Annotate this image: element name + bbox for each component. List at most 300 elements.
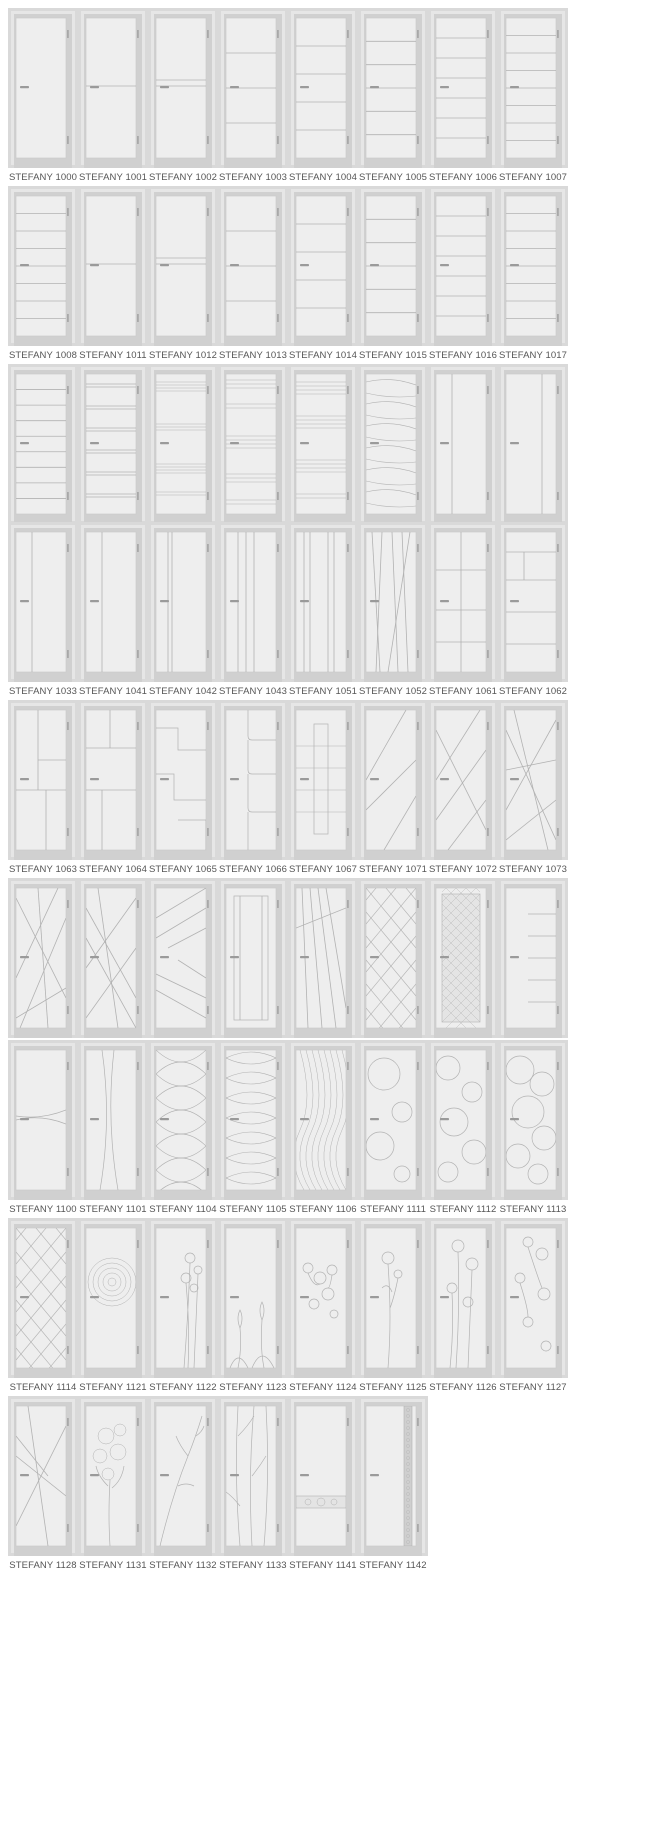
handle-icon xyxy=(160,264,169,266)
door-card[interactable] xyxy=(148,8,218,183)
door-card[interactable] xyxy=(428,522,498,697)
hinge-icon xyxy=(207,544,209,552)
door-card[interactable] xyxy=(8,1218,78,1393)
handle-icon xyxy=(300,442,309,444)
hinge-icon xyxy=(557,30,559,38)
hinge-icon xyxy=(347,1524,349,1532)
hinge-icon xyxy=(417,650,419,658)
door-illustration xyxy=(148,1218,218,1378)
hinge-icon xyxy=(417,136,419,144)
hinge-icon xyxy=(207,1240,209,1248)
handle-icon xyxy=(510,1296,519,1298)
hinge-icon xyxy=(557,208,559,216)
door-illustration xyxy=(358,8,428,168)
hinge-icon xyxy=(277,314,279,322)
hinge-icon xyxy=(67,1168,69,1176)
door-card[interactable] xyxy=(498,878,568,1038)
door-model-label[interactable]: STEFANY 1128 xyxy=(9,1560,77,1571)
handle-icon xyxy=(300,1474,309,1476)
hinge-icon xyxy=(67,650,69,658)
door-illustration xyxy=(358,1218,428,1378)
hinge-icon xyxy=(487,1346,489,1354)
hinge-icon xyxy=(67,828,69,836)
hinge-icon xyxy=(487,1168,489,1176)
hinge-icon xyxy=(557,492,559,500)
door-card[interactable] xyxy=(288,700,358,875)
hinge-icon xyxy=(347,544,349,552)
door-model-label[interactable]: STEFANY 1132 xyxy=(149,1560,217,1571)
door-model-label[interactable]: STEFANY 1066 xyxy=(218,864,288,875)
door-illustration xyxy=(148,8,218,168)
hinge-icon xyxy=(347,1346,349,1354)
handle-icon xyxy=(160,442,169,444)
door-illustration xyxy=(288,878,358,1038)
door-card[interactable] xyxy=(428,700,498,875)
door-model-label[interactable]: STEFANY 1100 xyxy=(9,1204,77,1215)
door-illustration xyxy=(288,8,358,168)
door-illustration xyxy=(428,700,498,860)
door-model-label[interactable]: STEFANY 1121 xyxy=(79,1382,147,1393)
door-card[interactable] xyxy=(78,364,148,524)
hinge-icon xyxy=(487,650,489,658)
hinge-icon xyxy=(557,1006,559,1014)
door-illustration xyxy=(8,364,78,524)
door-illustration xyxy=(358,364,428,524)
door-card[interactable] xyxy=(148,878,218,1038)
door-card[interactable] xyxy=(218,186,288,361)
hinge-icon xyxy=(557,1168,559,1176)
hinge-icon xyxy=(347,386,349,394)
door-illustration xyxy=(358,1396,428,1556)
door-illustration xyxy=(498,364,568,524)
door-card[interactable] xyxy=(148,1396,218,1571)
handle-icon xyxy=(440,264,449,266)
door-card[interactable] xyxy=(288,364,358,524)
door-illustration xyxy=(78,878,148,1038)
door-card[interactable] xyxy=(428,1218,498,1393)
door-model-label[interactable]: STEFANY 1061 xyxy=(428,686,498,697)
handle-icon xyxy=(90,442,99,444)
door-illustration xyxy=(428,186,498,346)
door-model-label[interactable]: STEFANY 1141 xyxy=(289,1560,357,1571)
door-model-label[interactable]: STEFANY 1114 xyxy=(9,1382,77,1393)
door-card[interactable] xyxy=(288,878,358,1038)
door-illustration xyxy=(358,1040,428,1200)
door-card[interactable] xyxy=(148,1218,218,1393)
door-illustration xyxy=(148,186,218,346)
door-card[interactable] xyxy=(358,186,428,361)
hinge-icon xyxy=(137,900,139,908)
handle-icon xyxy=(230,600,239,602)
hinge-icon xyxy=(557,1346,559,1354)
door-card[interactable] xyxy=(288,1218,358,1393)
handle-icon xyxy=(20,778,29,780)
hinge-icon xyxy=(67,1062,69,1070)
hinge-icon xyxy=(67,386,69,394)
door-card[interactable] xyxy=(218,1040,288,1215)
door-illustration xyxy=(8,878,78,1038)
door-illustration xyxy=(288,1218,358,1378)
door-card[interactable] xyxy=(498,186,568,361)
door-card[interactable] xyxy=(8,878,78,1038)
door-illustration xyxy=(218,8,288,168)
door-model-label[interactable]: STEFANY 1104 xyxy=(149,1204,217,1215)
hinge-icon xyxy=(137,314,139,322)
hinge-icon xyxy=(347,900,349,908)
hinge-icon xyxy=(487,30,489,38)
handle-icon xyxy=(370,600,379,602)
handle-icon xyxy=(160,1474,169,1476)
hinge-icon xyxy=(347,314,349,322)
door-card[interactable] xyxy=(78,1218,148,1393)
door-illustration xyxy=(288,186,358,346)
hinge-icon xyxy=(277,1062,279,1070)
handle-icon xyxy=(300,264,309,266)
hinge-icon xyxy=(557,386,559,394)
door-card[interactable] xyxy=(288,1396,358,1571)
hinge-icon xyxy=(557,314,559,322)
door-model-label[interactable]: STEFANY 1051 xyxy=(288,686,358,697)
handle-icon xyxy=(440,442,449,444)
door-model-label[interactable]: STEFANY 1113 xyxy=(499,1204,567,1215)
door-card[interactable] xyxy=(78,1396,148,1571)
door-illustration xyxy=(148,364,218,524)
door-illustration xyxy=(498,700,568,860)
door-card[interactable] xyxy=(78,8,148,183)
hinge-icon xyxy=(557,722,559,730)
door-model-label[interactable]: STEFANY 1002 xyxy=(148,172,218,183)
door-model-label[interactable]: STEFANY 1105 xyxy=(219,1204,287,1215)
door-model-label[interactable]: STEFANY 1125 xyxy=(359,1382,427,1393)
handle-icon xyxy=(440,1296,449,1298)
door-illustration xyxy=(358,522,428,682)
door-card[interactable] xyxy=(358,8,428,183)
hinge-icon xyxy=(67,136,69,144)
door-model-label[interactable]: STEFANY 1043 xyxy=(218,686,288,697)
door-model-label[interactable]: STEFANY 1001 xyxy=(78,172,148,183)
door-card[interactable] xyxy=(288,522,358,697)
handle-icon xyxy=(90,956,99,958)
door-model-label[interactable]: STEFANY 1101 xyxy=(79,1204,147,1215)
door-card[interactable] xyxy=(288,8,358,183)
handle-icon xyxy=(90,264,99,266)
door-card[interactable] xyxy=(8,1040,78,1215)
door-card[interactable] xyxy=(498,1218,568,1393)
door-model-label[interactable]: STEFANY 1052 xyxy=(358,686,428,697)
door-card[interactable] xyxy=(428,1040,498,1215)
door-card[interactable] xyxy=(218,1218,288,1393)
handle-icon xyxy=(300,778,309,780)
hinge-icon xyxy=(557,828,559,836)
hinge-icon xyxy=(557,136,559,144)
hinge-icon xyxy=(487,1006,489,1014)
hinge-icon xyxy=(487,900,489,908)
hinge-icon xyxy=(417,1418,419,1426)
door-card[interactable] xyxy=(358,1396,428,1571)
door-card[interactable] xyxy=(148,364,218,524)
hinge-icon xyxy=(557,650,559,658)
door-model-label[interactable]: STEFANY 1062 xyxy=(498,686,568,697)
hinge-icon xyxy=(347,136,349,144)
door-card[interactable] xyxy=(358,522,428,697)
hinge-icon xyxy=(137,136,139,144)
door-illustration xyxy=(288,1396,358,1556)
door-card[interactable] xyxy=(78,700,148,875)
hinge-icon xyxy=(207,314,209,322)
door-card[interactable] xyxy=(358,878,428,1038)
door-model-label[interactable]: STEFANY 1041 xyxy=(78,686,148,697)
handle-icon xyxy=(230,264,239,266)
door-illustration xyxy=(428,1218,498,1378)
handle-icon xyxy=(230,956,239,958)
handle-icon xyxy=(160,1118,169,1120)
door-model-label[interactable]: STEFANY 1133 xyxy=(219,1560,287,1571)
handle-icon xyxy=(510,1118,519,1120)
hinge-icon xyxy=(207,208,209,216)
hinge-icon xyxy=(347,1062,349,1070)
door-card[interactable] xyxy=(8,522,78,697)
door-model-label[interactable]: STEFANY 1122 xyxy=(149,1382,217,1393)
door-card[interactable] xyxy=(78,878,148,1038)
door-illustration xyxy=(498,8,568,168)
handle-icon xyxy=(370,1474,379,1476)
door-model-label[interactable]: STEFANY 1003 xyxy=(218,172,288,183)
door-model-label[interactable]: STEFANY 1127 xyxy=(499,1382,567,1393)
hinge-icon xyxy=(207,30,209,38)
door-card[interactable] xyxy=(8,186,78,361)
door-model-label[interactable]: STEFANY 1000 xyxy=(8,172,78,183)
hinge-icon xyxy=(207,1006,209,1014)
handle-icon xyxy=(440,600,449,602)
handle-icon xyxy=(510,778,519,780)
hinge-icon xyxy=(207,1418,209,1426)
door-card[interactable] xyxy=(218,878,288,1038)
door-model-label[interactable]: STEFANY 1111 xyxy=(360,1204,426,1215)
handle-icon xyxy=(370,778,379,780)
handle-icon xyxy=(300,1296,309,1298)
door-card[interactable] xyxy=(498,1040,568,1215)
hinge-icon xyxy=(277,1524,279,1532)
door-card[interactable] xyxy=(218,522,288,697)
door-illustration xyxy=(428,878,498,1038)
hinge-icon xyxy=(67,1346,69,1354)
hinge-icon xyxy=(417,1062,419,1070)
hinge-icon xyxy=(417,386,419,394)
door-model-label[interactable]: STEFANY 1013 xyxy=(218,350,288,361)
door-card[interactable] xyxy=(8,1396,78,1571)
door-model-label[interactable]: STEFANY 1011 xyxy=(79,350,147,361)
door-card[interactable] xyxy=(498,364,568,524)
hinge-icon xyxy=(67,1418,69,1426)
door-card[interactable] xyxy=(78,1040,148,1215)
door-model-label[interactable]: STEFANY 1123 xyxy=(219,1382,287,1393)
handle-icon xyxy=(90,778,99,780)
door-illustration xyxy=(428,1040,498,1200)
handle-icon xyxy=(370,1118,379,1120)
handle-icon xyxy=(20,956,29,958)
door-model-label[interactable]: STEFANY 1126 xyxy=(429,1382,497,1393)
door-card[interactable] xyxy=(78,186,148,361)
door-card[interactable] xyxy=(498,8,568,183)
hinge-icon xyxy=(487,386,489,394)
door-card[interactable] xyxy=(148,1040,218,1215)
hinge-icon xyxy=(67,1006,69,1014)
door-illustration xyxy=(498,1040,568,1200)
door-illustration xyxy=(218,878,288,1038)
door-model-label[interactable]: STEFANY 1124 xyxy=(289,1382,357,1393)
door-card[interactable] xyxy=(358,1218,428,1393)
door-illustration xyxy=(288,364,358,524)
hinge-icon xyxy=(277,722,279,730)
door-model-label[interactable]: STEFANY 1071 xyxy=(358,864,428,875)
hinge-icon xyxy=(67,900,69,908)
hinge-icon xyxy=(347,208,349,216)
door-card[interactable] xyxy=(148,700,218,875)
door-illustration xyxy=(288,1040,358,1200)
door-card[interactable] xyxy=(428,8,498,183)
door-card[interactable] xyxy=(8,700,78,875)
handle-icon xyxy=(370,86,379,88)
door-model-label[interactable]: STEFANY 1142 xyxy=(359,1560,427,1571)
door-illustration xyxy=(148,878,218,1038)
door-card[interactable] xyxy=(78,522,148,697)
door-illustration xyxy=(358,878,428,1038)
handle-icon xyxy=(230,86,239,88)
door-model-label[interactable]: STEFANY 1073 xyxy=(498,864,568,875)
door-card[interactable] xyxy=(288,1040,358,1215)
hinge-icon xyxy=(207,492,209,500)
hinge-icon xyxy=(137,1240,139,1248)
handle-icon xyxy=(230,1474,239,1476)
door-illustration xyxy=(428,8,498,168)
hinge-icon xyxy=(417,900,419,908)
door-card[interactable] xyxy=(218,364,288,524)
door-model-label[interactable]: STEFANY 1106 xyxy=(289,1204,357,1215)
hinge-icon xyxy=(277,650,279,658)
door-illustration xyxy=(498,878,568,1038)
door-card[interactable] xyxy=(8,364,78,524)
hinge-icon xyxy=(277,208,279,216)
hinge-icon xyxy=(277,544,279,552)
handle-icon xyxy=(20,264,29,266)
door-illustration xyxy=(148,522,218,682)
hinge-icon xyxy=(347,1418,349,1426)
door-card[interactable] xyxy=(148,522,218,697)
door-card[interactable] xyxy=(428,364,498,524)
hinge-icon xyxy=(347,30,349,38)
door-model-label[interactable]: STEFANY 1064 xyxy=(78,864,148,875)
door-card[interactable] xyxy=(358,1040,428,1215)
hinge-icon xyxy=(137,1346,139,1354)
door-illustration xyxy=(148,1396,218,1556)
door-card[interactable] xyxy=(358,364,428,524)
hinge-icon xyxy=(277,136,279,144)
door-illustration xyxy=(8,522,78,682)
door-model-label[interactable]: STEFANY 1017 xyxy=(498,350,568,361)
door-model-label[interactable]: STEFANY 1042 xyxy=(148,686,218,697)
door-card[interactable] xyxy=(428,878,498,1038)
handle-icon xyxy=(440,86,449,88)
hinge-icon xyxy=(487,208,489,216)
handle-icon xyxy=(510,264,519,266)
hinge-icon xyxy=(417,828,419,836)
handle-icon xyxy=(300,600,309,602)
handle-icon xyxy=(230,1118,239,1120)
door-card[interactable] xyxy=(218,8,288,183)
door-card[interactable] xyxy=(218,1396,288,1571)
door-model-label[interactable]: STEFANY 1015 xyxy=(358,350,428,361)
door-card[interactable] xyxy=(148,186,218,361)
door-model-label[interactable]: STEFANY 1033 xyxy=(8,686,78,697)
hinge-icon xyxy=(67,1240,69,1248)
door-model-label[interactable]: STEFANY 1014 xyxy=(288,350,358,361)
door-illustration xyxy=(8,186,78,346)
hinge-icon xyxy=(417,208,419,216)
door-card[interactable] xyxy=(498,700,568,875)
door-illustration xyxy=(78,364,148,524)
door-model-label[interactable]: STEFANY 1065 xyxy=(148,864,218,875)
hinge-icon xyxy=(277,1168,279,1176)
handle-icon xyxy=(510,956,519,958)
hinge-icon xyxy=(557,900,559,908)
handle-icon xyxy=(300,956,309,958)
handle-icon xyxy=(370,264,379,266)
door-card[interactable] xyxy=(288,186,358,361)
handle-icon xyxy=(300,1118,309,1120)
hinge-icon xyxy=(417,30,419,38)
door-illustration xyxy=(78,1040,148,1200)
door-illustration xyxy=(148,1040,218,1200)
door-illustration xyxy=(358,700,428,860)
door-model-label[interactable]: STEFANY 1012 xyxy=(148,350,218,361)
door-model-label[interactable]: STEFANY 1067 xyxy=(288,864,358,875)
handle-icon xyxy=(20,1118,29,1120)
hinge-icon xyxy=(417,1240,419,1248)
hinge-icon xyxy=(277,1006,279,1014)
door-model-label[interactable]: STEFANY 1016 xyxy=(428,350,498,361)
hinge-icon xyxy=(137,1168,139,1176)
door-illustration xyxy=(78,1218,148,1378)
hinge-icon xyxy=(487,136,489,144)
door-model-label[interactable]: STEFANY 1005 xyxy=(358,172,428,183)
door-model-label[interactable]: STEFANY 1006 xyxy=(428,172,498,183)
hinge-icon xyxy=(137,1418,139,1426)
door-model-label[interactable]: STEFANY 1008 xyxy=(8,350,78,361)
door-card[interactable] xyxy=(358,700,428,875)
hinge-icon xyxy=(277,1418,279,1426)
door-model-label[interactable]: STEFANY 1112 xyxy=(429,1204,497,1215)
door-card[interactable] xyxy=(218,700,288,875)
hinge-icon xyxy=(487,544,489,552)
door-card[interactable] xyxy=(428,186,498,361)
hinge-icon xyxy=(487,828,489,836)
door-illustration xyxy=(218,1396,288,1556)
door-model-label[interactable]: STEFANY 1131 xyxy=(79,1560,147,1571)
handle-icon xyxy=(90,86,99,88)
hinge-icon xyxy=(67,208,69,216)
handle-icon xyxy=(90,600,99,602)
hinge-icon xyxy=(277,1240,279,1248)
door-illustration xyxy=(358,186,428,346)
door-model-label[interactable]: STEFANY 1063 xyxy=(8,864,78,875)
door-illustration xyxy=(218,364,288,524)
door-model-label[interactable]: STEFANY 1004 xyxy=(288,172,358,183)
door-model-label[interactable]: STEFANY 1007 xyxy=(498,172,568,183)
door-model-label[interactable]: STEFANY 1072 xyxy=(428,864,498,875)
door-card[interactable] xyxy=(498,522,568,697)
hinge-icon xyxy=(277,386,279,394)
door-card[interactable] xyxy=(8,8,78,183)
